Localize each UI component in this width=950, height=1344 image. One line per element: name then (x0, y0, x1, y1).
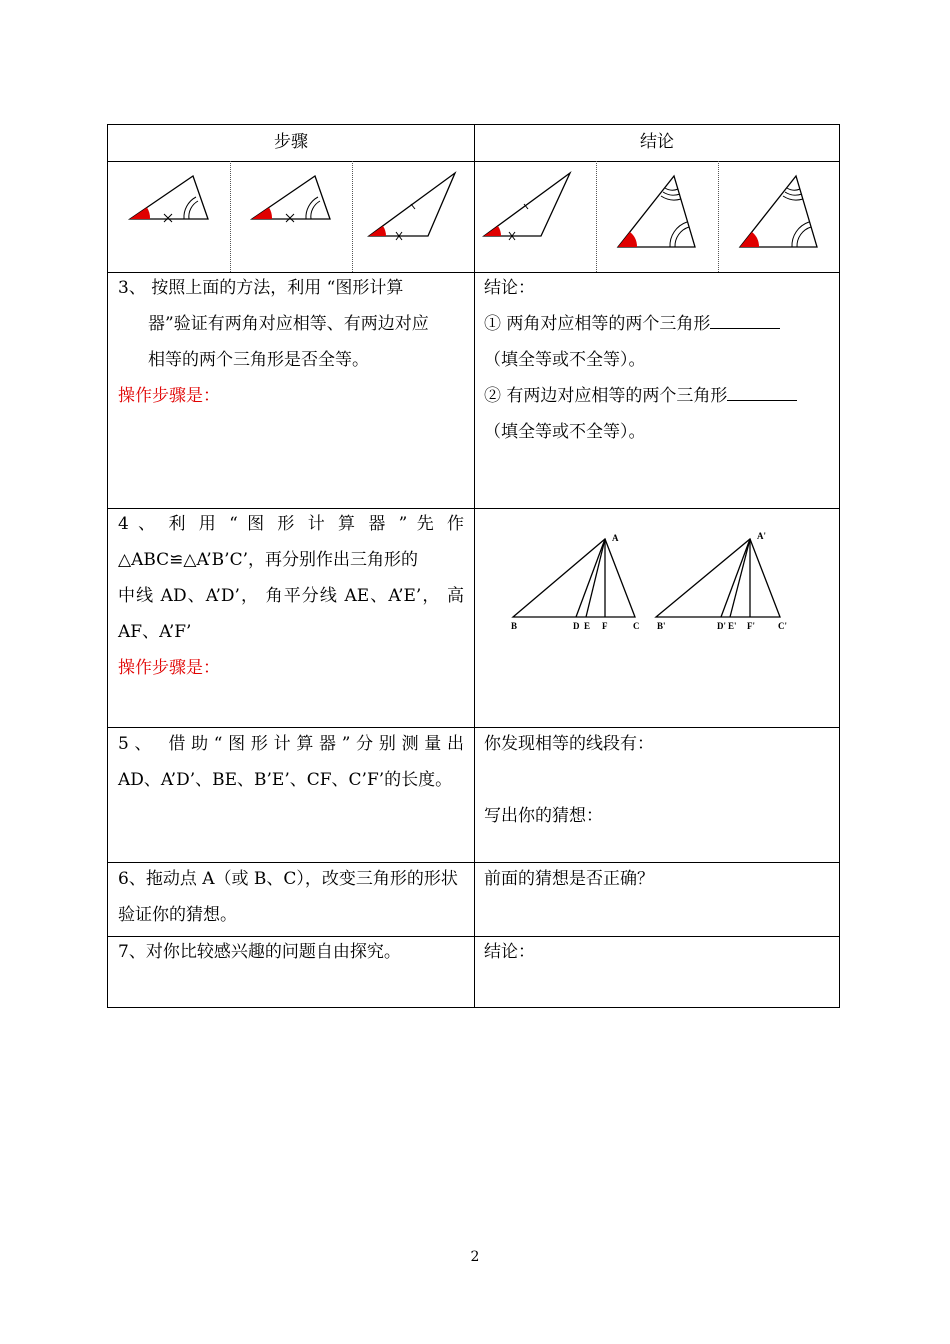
row6-right-line1: 前面的猜想是否正确？ (484, 869, 654, 889)
label-A: A (612, 533, 619, 543)
label-F-prime: F' (747, 621, 755, 631)
label-E: E (584, 621, 591, 631)
row3-item1 (484, 306, 834, 342)
row7-line1: 7、对你比较感兴趣的问题自由探究。 (118, 942, 401, 962)
congruent-triangles-diagram (474, 508, 840, 727)
row3-conclusion (484, 270, 834, 450)
page-number: 2 (470, 1249, 480, 1265)
row3-line3: 相等的两个三角形是否全等。 (148, 350, 369, 370)
row4-line1: 4 、 利 用 “ 图 形 计 算 器 ” 先 作 (118, 514, 464, 534)
row4-steps (118, 506, 464, 686)
row5-spacer (484, 762, 834, 798)
row4-line4: AF、A’F’ (118, 622, 192, 642)
label-D: D (573, 621, 580, 631)
row3-item1-hint: （填全等或不全等）。 (484, 350, 646, 370)
label-C: C (633, 621, 640, 631)
row6-conclusion (484, 861, 834, 897)
row5-right-line2: 写出你的猜想： (484, 806, 603, 826)
row3-item2-text: ② 有两边对应相等的两个三角形 (484, 386, 728, 406)
row3-line1: 3、 按照上面的方法，利用 “图形计算 (118, 278, 404, 298)
triangle-figure-4 (474, 161, 596, 272)
row5-line2: AD、A’D’、BE、B’E’、CF、C’F’的长度。 (118, 770, 453, 790)
row7-right-line1: 结论： (484, 942, 535, 962)
row3-item2-hint: （填全等或不全等）。 (484, 422, 646, 442)
row7-conclusion (484, 934, 834, 970)
triangle-figure-2 (230, 161, 352, 272)
worksheet-table (107, 124, 840, 1008)
row5-conclusion (484, 726, 834, 834)
header-steps: 步骤 (274, 132, 308, 152)
row3-item2 (484, 378, 834, 414)
row7-steps (118, 934, 468, 970)
triangle-figure-1 (108, 161, 230, 272)
row3-steps (118, 270, 466, 414)
triangle-figure-6 (718, 161, 840, 272)
row6-line1: 6、拖动点 A（或 B、C），改变三角形的形状 (118, 869, 458, 889)
label-E-prime: E' (728, 621, 737, 631)
label-B-prime: B' (657, 621, 666, 631)
row3-ops-label: 操作步骤是： (118, 386, 220, 406)
row3-conclusion-title: 结论： (484, 278, 535, 298)
label-A-prime: A' (757, 531, 766, 541)
header-conclusion: 结论 (640, 132, 674, 152)
label-C-prime: C' (778, 621, 787, 631)
row4-line2: △ABC≌△A’B’C’，再分别作出三角形的 (118, 550, 418, 570)
row6-line2: 验证你的猜想。 (118, 905, 237, 925)
row5-right-line1: 你发现相等的线段有： (484, 734, 654, 754)
row4-line3: 中线 AD、A’D’， 角平分线 AE、A’E’， 高 (118, 586, 464, 606)
row4-ops-label: 操作步骤是： (118, 658, 220, 678)
row6-steps (118, 861, 468, 933)
triangle-figure-5 (596, 161, 718, 272)
row3-item1-text: ① 两角对应相等的两个三角形 (484, 314, 711, 334)
row5-line1: 5、 借助“图形计算器”分别测量出 (118, 734, 464, 754)
label-F: F (602, 621, 608, 631)
answer-blank[interactable] (727, 384, 797, 401)
row5-steps (118, 726, 464, 798)
answer-blank[interactable] (710, 312, 780, 329)
label-B: B (511, 621, 518, 631)
row3-line2: 器”验证有两角对应相等、有两边对应 (148, 314, 429, 334)
triangle-figure-3 (352, 161, 474, 272)
label-D-prime: D' (717, 621, 726, 631)
